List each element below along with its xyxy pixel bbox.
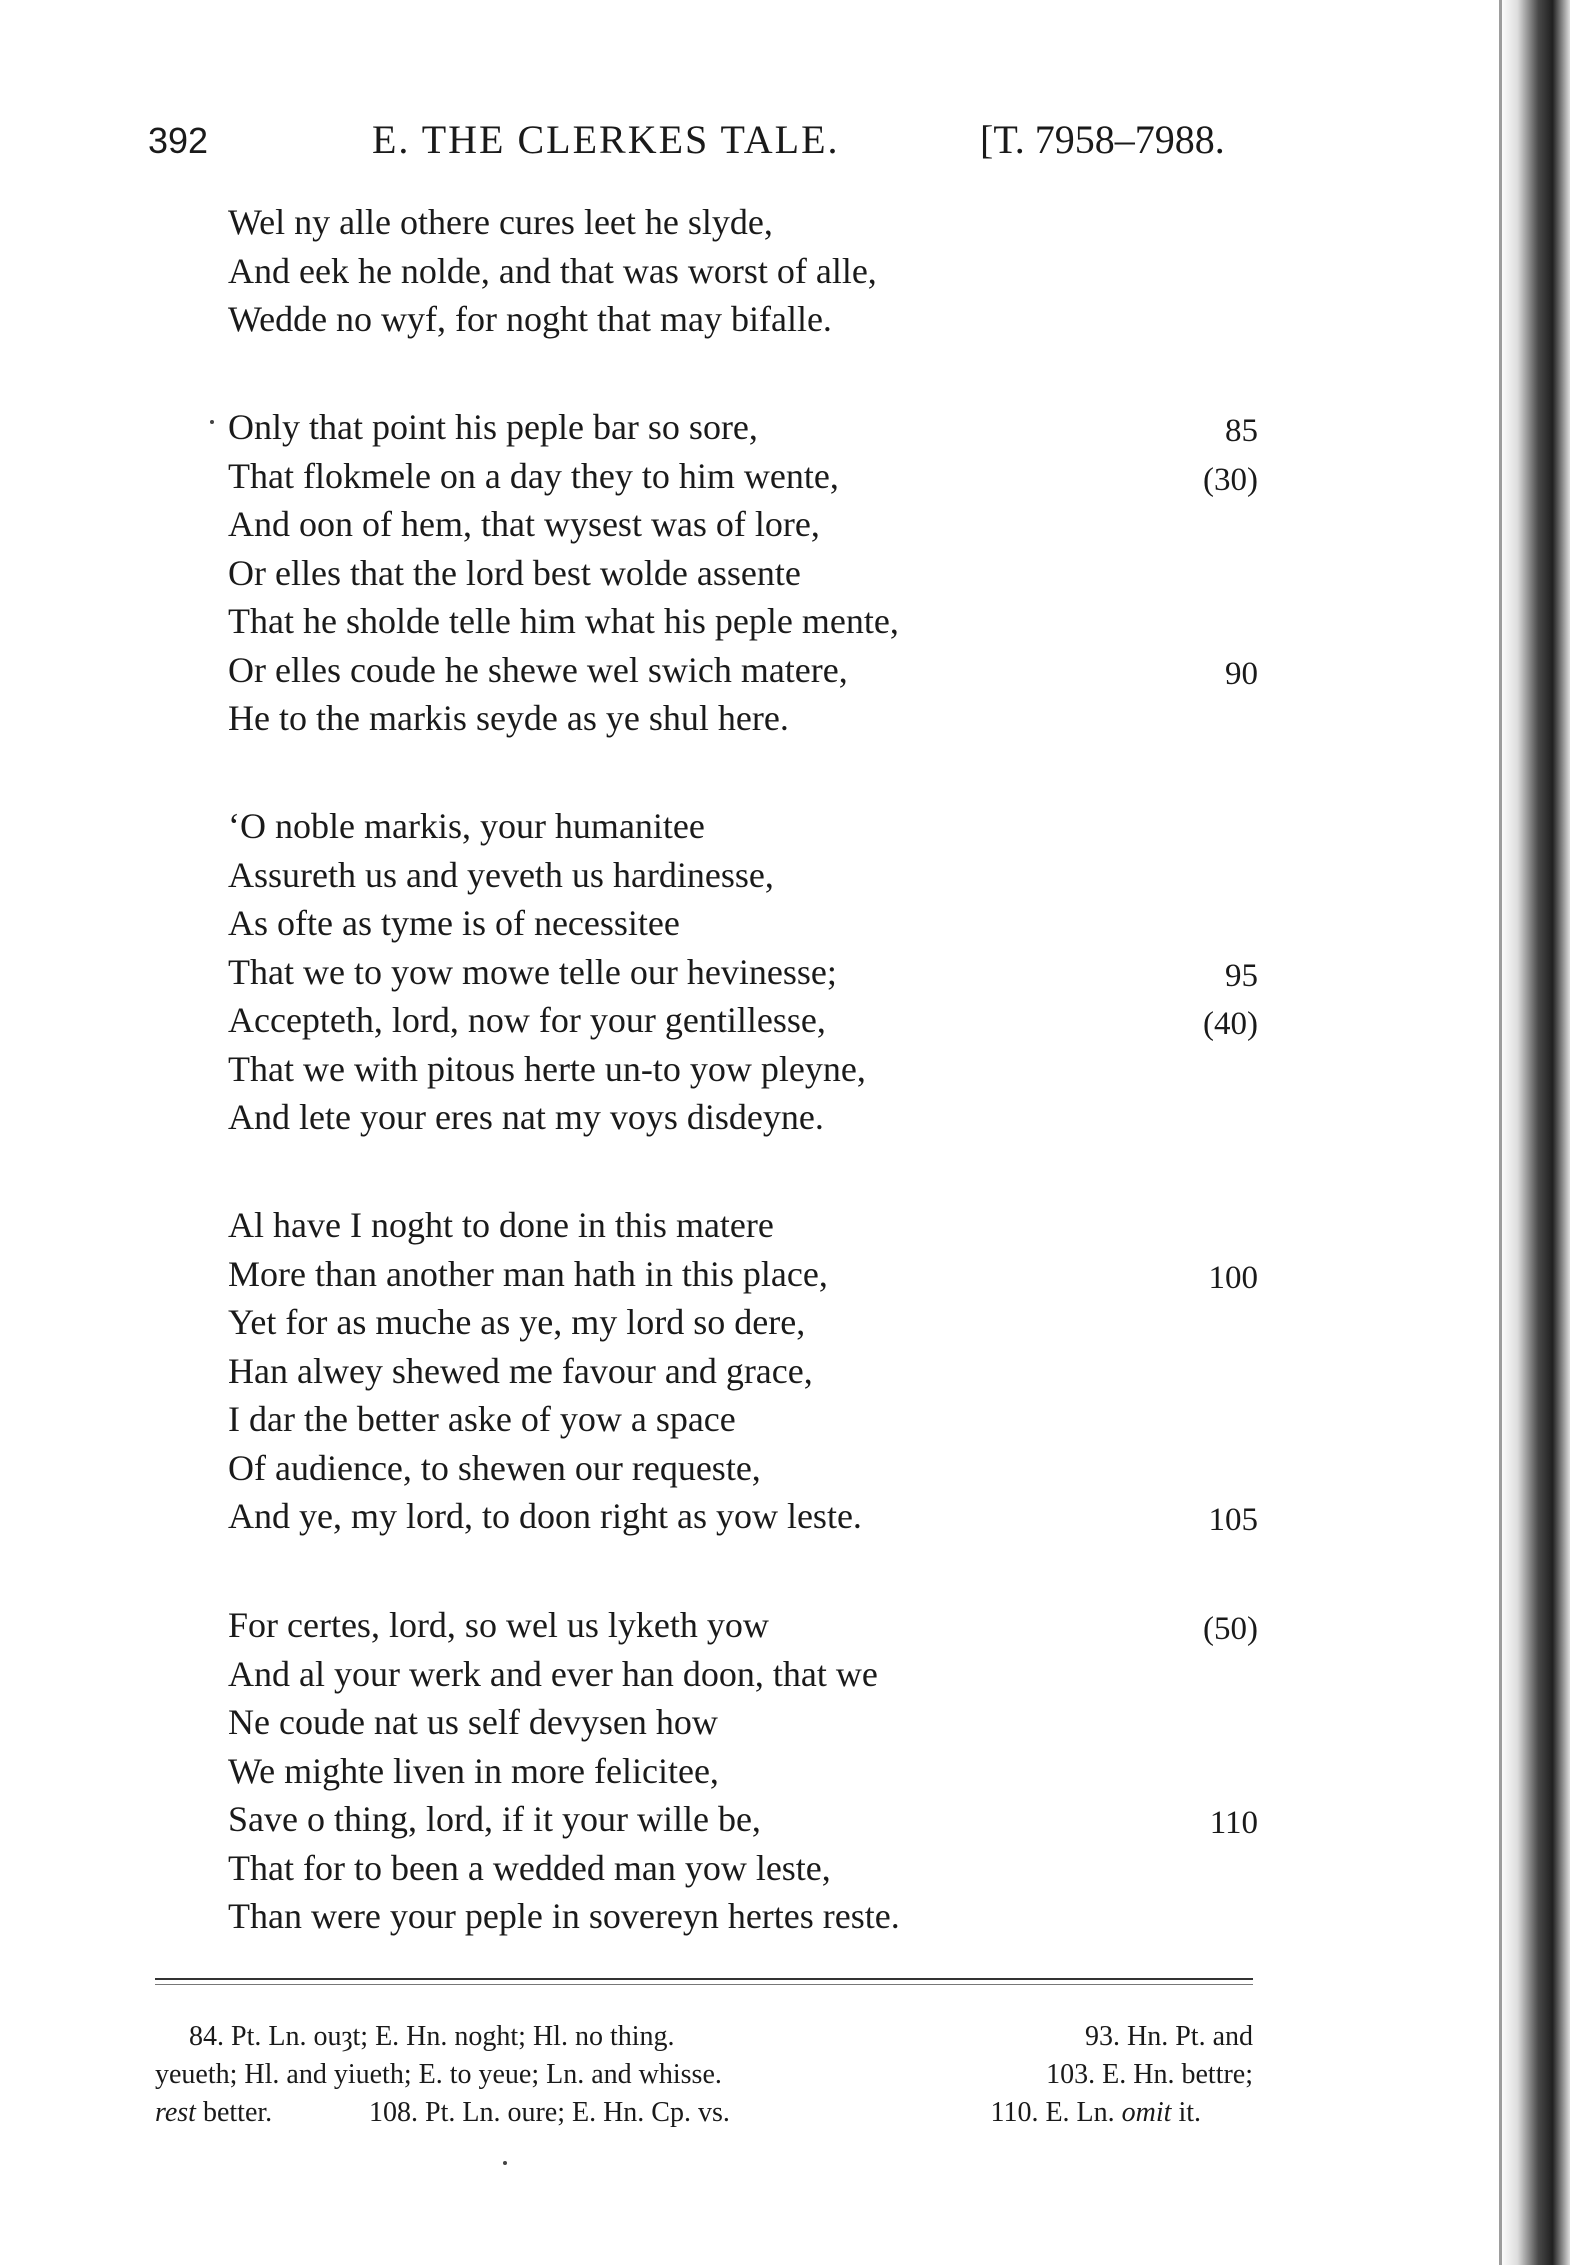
verse-line: That we with pitous herte un-to yow pleyne,	[228, 1048, 866, 1089]
line-number: (30)	[1203, 461, 1258, 498]
stanza-3	[228, 802, 1258, 1142]
page-edge-line	[1499, 0, 1502, 2265]
margin-mark	[210, 420, 214, 424]
verse-line: Or elles coude he shewe wel swich matere, 90	[228, 646, 1258, 695]
footnotes	[155, 2018, 1253, 2132]
verse-line: And eek he nolde, and that was worst of alle,	[228, 250, 877, 291]
header-line-reference: [T. 7958–7988.	[980, 117, 1225, 162]
footnote-84: 84. Pt. Ln. ouȝt; E. Hn. noght; Hl. no thing.	[189, 2021, 675, 2052]
footnote-line	[155, 2094, 1253, 2132]
verse-line: Only that point his peple bar so sore, 85	[228, 403, 1258, 452]
footnote-line	[155, 2056, 1253, 2094]
line-number: 95	[1225, 957, 1258, 994]
verse-line: And oon of hem, that wysest was of lore,	[228, 504, 820, 544]
stanza-2	[228, 403, 1258, 743]
footnote-line	[155, 2018, 1253, 2056]
verse-line: For certes, lord, so wel us lyketh yow (50)	[228, 1601, 1258, 1650]
footnote-rule-thin	[155, 1984, 1253, 1985]
verse-line: And lete your eres nat my voys disdeyne.	[228, 1097, 824, 1137]
line-number: 105	[1208, 1502, 1258, 1538]
footnote-93-cont: yeueth; Hl. and yiueth; E. to yeue; Ln. and whisse.	[155, 2059, 722, 2090]
stanza-1	[228, 198, 1258, 344]
verse-line: Or elles that the lord best wolde assente	[228, 552, 801, 593]
running-header	[0, 112, 1300, 162]
verse-line: And al your werk and ever han doon, that we	[228, 1653, 878, 1694]
line-number: (40)	[1203, 1006, 1258, 1042]
verse-line: ‘O noble markis, your humanitee	[228, 806, 705, 846]
footnote-rule	[155, 1978, 1253, 1980]
stanza-5	[228, 1601, 1258, 1941]
footnote-108: 108. Pt. Ln. oure; E. Hn. Cp. vs.	[369, 2097, 730, 2128]
page-edge-shadow	[1500, 0, 1570, 2265]
verse-line: And ye, my lord, to doon right as yow leste. 105	[228, 1492, 1258, 1541]
verse-line: More than another man hath in this place, 100	[228, 1250, 1258, 1299]
verse-line: We mighte liven in more felicitee,	[228, 1750, 719, 1791]
verse-line: Of audience, to shewen our requeste,	[228, 1447, 761, 1488]
verse-line: Wedde no wyf, for noght that may bifalle.	[228, 299, 832, 339]
line-number: 110	[1209, 1805, 1258, 1841]
verse-line: I dar the better aske of yow a space	[228, 1399, 736, 1439]
stanza-4	[228, 1201, 1258, 1541]
footnote-103: 103. E. Hn. bettre;	[1046, 2059, 1253, 2090]
footnote-93: 93. Hn. Pt. and	[1085, 2021, 1253, 2052]
verse-line: He to the markis seyde as ye shul here.	[228, 698, 789, 738]
stray-mark	[503, 2161, 507, 2165]
verse-line: That he sholde telle him what his peple mente,	[228, 601, 899, 641]
verse-line: Yet for as muche as ye, my lord so dere,	[228, 1302, 806, 1342]
verse-line: That we to yow mowe telle our hevinesse; 95	[228, 948, 1258, 997]
verse-line: Than were your peple in sovereyn hertes reste.	[228, 1896, 900, 1936]
line-number: 85	[1225, 413, 1258, 449]
verse-line: As ofte as tyme is of necessitee	[228, 903, 680, 943]
verse-line: Al have I noght to done in this matere	[228, 1205, 774, 1245]
verse-line: Save o thing, lord, if it your wille be, 110	[228, 1795, 1258, 1844]
line-number: 90	[1225, 655, 1258, 692]
verse-line: That flokmele on a day they to him wente, (30)	[228, 452, 1258, 501]
verse-line: Assureth us and yeveth us hardinesse,	[228, 854, 774, 895]
line-number: (50)	[1203, 1611, 1258, 1647]
page-number: 392	[148, 120, 209, 161]
line-number: 100	[1208, 1259, 1258, 1296]
verse-line: That for to been a wedded man yow leste,	[228, 1847, 831, 1888]
footnote-103-cont: rest better.	[155, 2097, 273, 2128]
verse-line: Han alwey shewed me favour and grace,	[228, 1350, 813, 1391]
verse-line: Accepteth, lord, now for your gentillesse, (40)	[228, 996, 1258, 1045]
verse-line: Wel ny alle othere cures leet he slyde,	[228, 202, 773, 242]
header-title: E. THE CLERKES TALE.	[372, 117, 840, 162]
footnote-110: 110. E. Ln. omit it.	[990, 2097, 1201, 2128]
verse-line: Ne coude nat us self devysen how	[228, 1702, 718, 1742]
